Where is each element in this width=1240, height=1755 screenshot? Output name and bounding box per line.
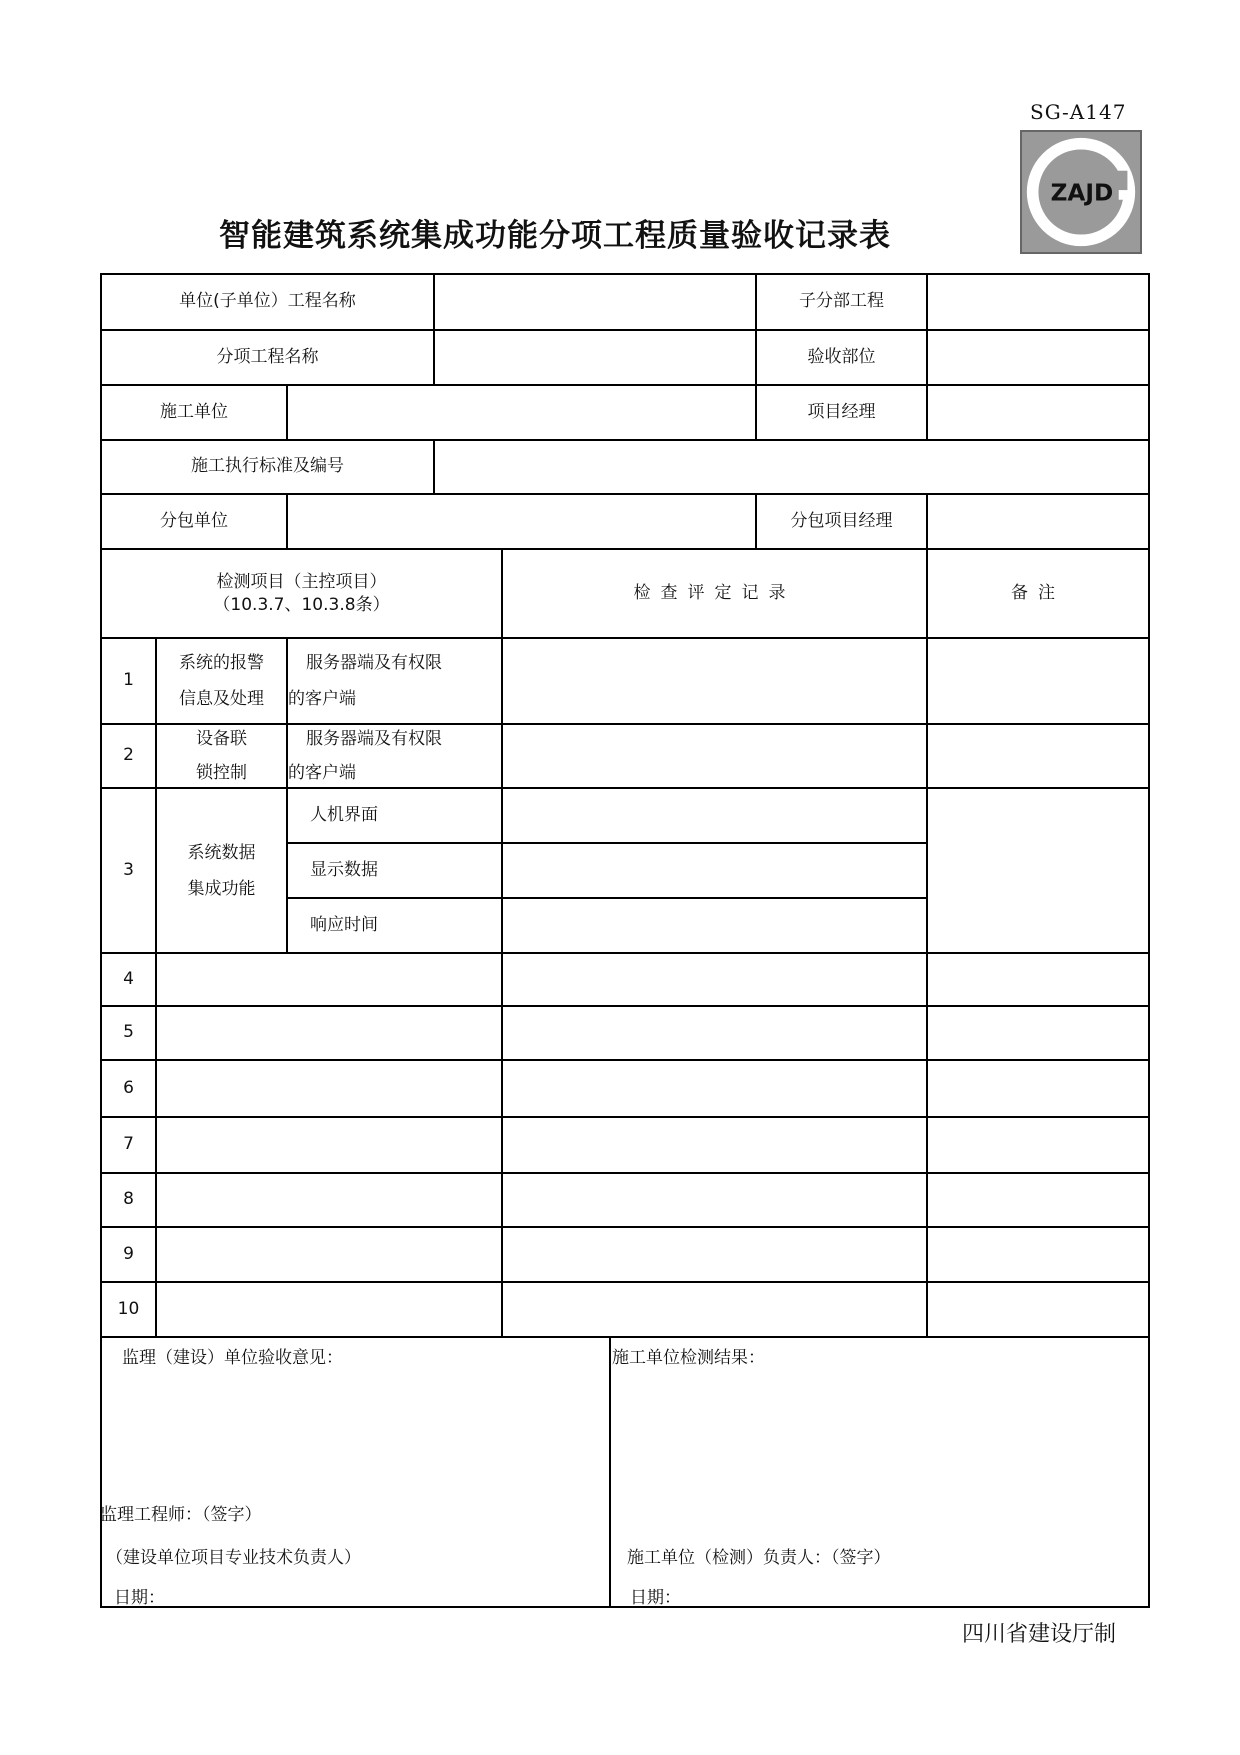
row-remarks-field[interactable]: [928, 789, 1148, 952]
label-subcontractor: 分包单位: [160, 510, 228, 531]
row-item-field[interactable]: [157, 1118, 501, 1172]
field-unit-project-name[interactable]: [435, 275, 755, 329]
row-subitem-line: 服务器端及有权限: [306, 729, 442, 749]
row-record-field[interactable]: [503, 1007, 926, 1059]
row-item-line: 信息及处理: [179, 689, 264, 709]
page-title: 智能建筑系统集成功能分项工程质量验收记录表: [219, 218, 891, 254]
row-item-field[interactable]: [157, 1174, 501, 1226]
row-record-field[interactable]: [503, 1228, 926, 1281]
label-acceptance-part: 验收部位: [807, 346, 876, 367]
row-record-field[interactable]: [503, 789, 926, 842]
row-record-field[interactable]: [503, 725, 926, 787]
row-number: 10: [117, 1298, 140, 1319]
date-left-label: 日期：: [114, 1588, 165, 1608]
row-number: 3: [123, 859, 134, 880]
header-record: 检查评定记录: [633, 582, 796, 603]
row-record-field[interactable]: [503, 899, 926, 952]
row-subitem: 响应时间: [310, 914, 378, 935]
row-number: 6: [123, 1077, 134, 1098]
row-remarks-field[interactable]: [928, 725, 1148, 787]
row-item-field[interactable]: [157, 1283, 501, 1336]
issuer-label: 四川省建设厅制: [962, 1622, 1117, 1647]
row-item-field[interactable]: [157, 1007, 501, 1059]
logo-icon: [1022, 132, 1140, 252]
header-check-items-line1: 检测项目（主控项目）: [216, 572, 387, 593]
row-number: 5: [123, 1022, 134, 1043]
row-subitem-line: 的客户端: [288, 689, 356, 709]
row-item-field[interactable]: [157, 954, 501, 1005]
row-record-field[interactable]: [503, 1174, 926, 1226]
label-subitem-name: 分项工程名称: [216, 346, 319, 367]
row-item-line: 设备联: [196, 729, 247, 749]
label-standard: 施工执行标准及编号: [191, 456, 344, 477]
row-record-field[interactable]: [503, 1118, 926, 1172]
row-remarks-field[interactable]: [928, 1283, 1148, 1336]
row-item-line: 锁控制: [196, 763, 247, 783]
row-number: 2: [123, 745, 134, 766]
row-item: [157, 639, 286, 723]
row-record-field[interactable]: [503, 1283, 926, 1336]
field-project-manager[interactable]: [928, 386, 1148, 439]
label-construction-unit: 施工单位: [160, 401, 228, 422]
field-sub-project-manager[interactable]: [928, 495, 1148, 548]
row-subitem: [288, 725, 501, 787]
supervision-opinion-label: 监理（建设）单位验收意见：: [122, 1348, 343, 1368]
row-record-field[interactable]: [503, 1061, 926, 1116]
row-number: 9: [123, 1243, 134, 1264]
row-subitem-line: 的客户端: [288, 763, 356, 783]
row-subitem-line: 服务器端及有权限: [306, 653, 442, 673]
owner-tech-label: （建设单位项目专业技术负责人）: [106, 1548, 361, 1568]
header-check-items: [102, 550, 501, 637]
row-item: [157, 725, 286, 787]
row-item: [157, 789, 286, 952]
row-remarks-field[interactable]: [928, 1174, 1148, 1226]
construction-sign-label: 施工单位（检测）负责人：（签字）: [627, 1548, 891, 1568]
row-remarks-field[interactable]: [928, 954, 1148, 1005]
label-sub-project-manager: 分包项目经理: [790, 510, 893, 531]
label-sub-division: 子分部工程: [799, 291, 884, 312]
field-subitem-name[interactable]: [435, 331, 755, 384]
form-code: SG-A147: [1030, 100, 1127, 124]
row-remarks-field[interactable]: [928, 1228, 1148, 1281]
row-number: 1: [123, 670, 134, 691]
field-construction-unit[interactable]: [288, 386, 755, 439]
row-record-field[interactable]: [503, 639, 926, 723]
row-number: 8: [123, 1189, 134, 1210]
row-item-line: 系统数据: [187, 842, 256, 863]
construction-result-label: 施工单位检测结果：: [612, 1348, 765, 1368]
header-check-items-line2: （10.3.7、10.3.8条）: [213, 594, 390, 615]
row-remarks-field[interactable]: [928, 639, 1148, 723]
label-project-manager: 项目经理: [807, 401, 876, 422]
row-item-line: 集成功能: [187, 878, 256, 899]
row-number: 4: [123, 968, 134, 989]
header-remarks: 备注: [1011, 582, 1065, 603]
field-standard[interactable]: [435, 441, 1148, 493]
row-number: 7: [123, 1134, 134, 1155]
supervisor-sign-label: 监理工程师：（签字）: [100, 1505, 262, 1525]
row-item-field[interactable]: [157, 1061, 501, 1116]
row-record-field[interactable]: [503, 954, 926, 1005]
field-sub-division[interactable]: [928, 275, 1148, 329]
label-unit-project-name: 单位(子单位）工程名称: [179, 291, 356, 312]
row-subitem: 人机界面: [310, 804, 378, 825]
logo-text: ZAJD: [1050, 179, 1114, 207]
zajd-logo: [1020, 130, 1142, 254]
row-remarks-field[interactable]: [928, 1007, 1148, 1059]
field-acceptance-part[interactable]: [928, 331, 1148, 384]
row-item-line: 系统的报警: [179, 653, 264, 673]
row-subitem: [288, 639, 501, 723]
date-right-label: 日期：: [630, 1588, 681, 1608]
field-subcontractor[interactable]: [288, 495, 755, 548]
row-remarks-field[interactable]: [928, 1118, 1148, 1172]
row-subitem: 显示数据: [310, 859, 378, 880]
row-record-field[interactable]: [503, 844, 926, 897]
row-remarks-field[interactable]: [928, 1061, 1148, 1116]
row-item-field[interactable]: [157, 1228, 501, 1281]
